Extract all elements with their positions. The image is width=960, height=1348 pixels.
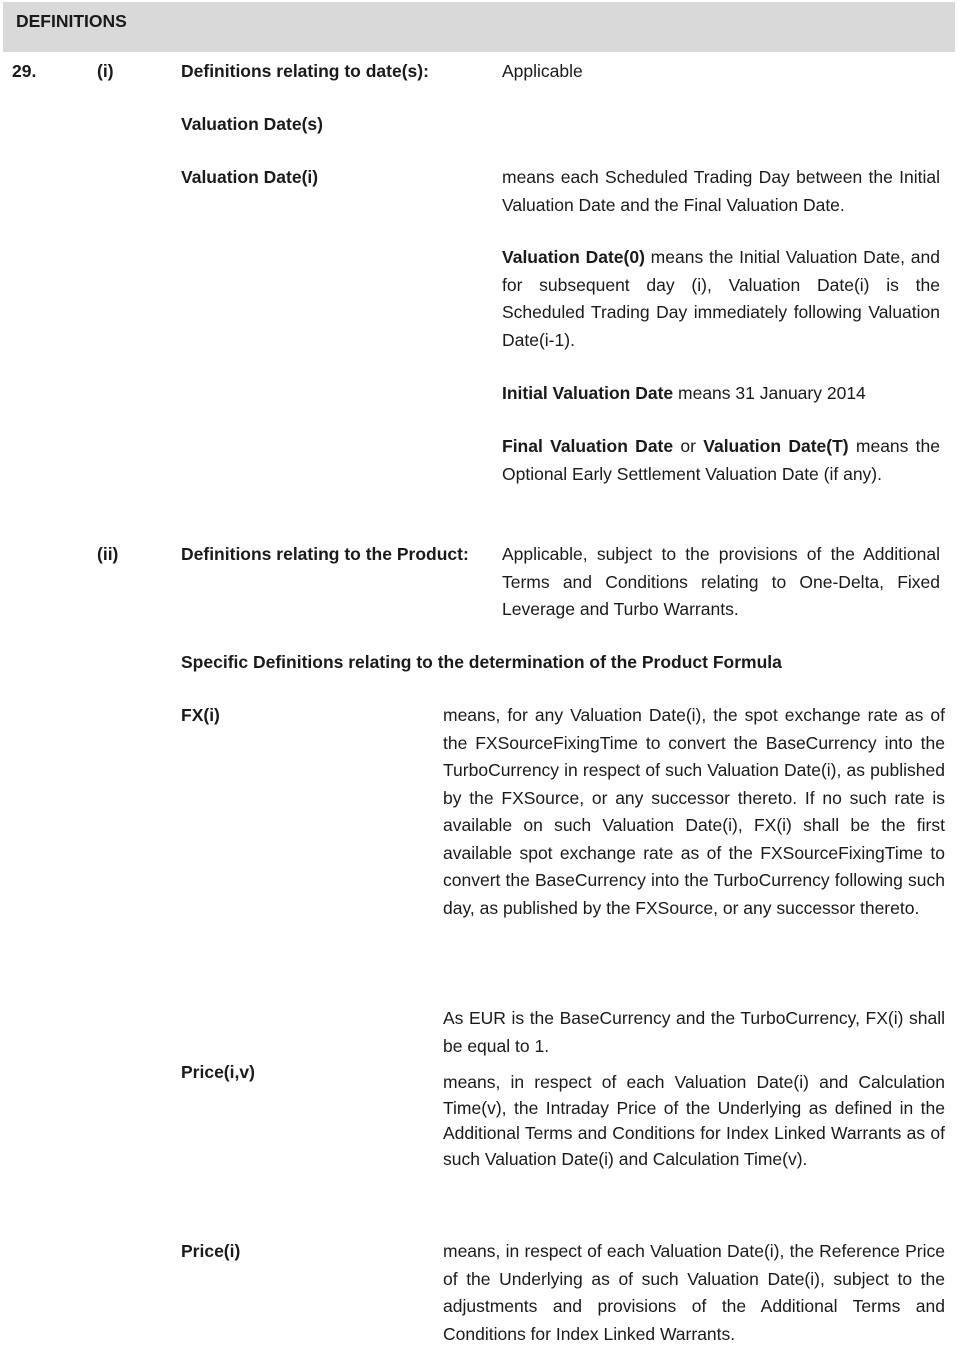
item-i-value: Applicable — [502, 61, 583, 81]
specific-definitions-heading: Specific Definitions relating to the determination of the Product Formula — [181, 652, 782, 672]
fx-i-term: FX(i) — [181, 705, 220, 725]
fx-i-note: As EUR is the BaseCurrency and the TurboCurrency, FX(i) shall be equal to 1. — [443, 1008, 945, 1056]
section-title: DEFINITIONS — [16, 11, 127, 31]
final-valuation-date-text: means the Optional Early Settlement Valuation Date (if any). — [502, 436, 941, 484]
valuation-date-0-term: Valuation Date(0) — [502, 247, 645, 267]
valuation-date-t-term: Valuation Date(T) — [703, 436, 849, 456]
final-valuation-date-paragraph — [502, 433, 940, 488]
item-i-label: Definitions relating to date(s): — [181, 61, 429, 81]
valuation-date-0-text: means the Initial Valuation Date, and for subsequent day (i), Valuation Date(i) is the Scheduled Trading Day immediately following Valuation Date(i-1). — [502, 247, 940, 350]
valuation-date-i-definition: means each Scheduled Trading Day between the Initial Valuation Date and the Final Valuation Date. — [502, 167, 940, 215]
fx-i-definition: means, for any Valuation Date(i), the spot exchange rate as of the FXSourceFixingTime to convert the BaseCurrency into the TurboCurrency in respect of such Valuation Date(i), as published by the FXSource, or any successor thereto. If no such rate is available on such Valuation Date(i), FX(i) shall be the first available spot exchange rate as of the FXSourceFixingTime to convert the BaseCurrency into the TurboCurrency following such day, as published by the FXSource, or any successor thereto. — [443, 705, 945, 918]
price-i-term: Price(i) — [181, 1241, 241, 1261]
price-i-v-term: Price(i,v) — [181, 1062, 255, 1082]
valuation-dates-heading: Valuation Date(s) — [181, 114, 323, 134]
initial-valuation-date-paragraph — [502, 380, 940, 408]
valuation-date-i-label: Valuation Date(i) — [181, 167, 319, 187]
final-valuation-date-or: or — [673, 436, 704, 456]
initial-valuation-date-text: means 31 January 2014 — [673, 383, 866, 403]
price-i-v-definition: means, in respect of each Valuation Date(i) and Calculation Time(v), the Intraday Price of the Underlying as defined in the Additional Terms and Conditions for Index Linked Warrants as of such Valuation Date(i) and Calculation Time(v). — [443, 1072, 945, 1169]
item-i-marker: (i) — [97, 61, 114, 81]
definitions-header-bar — [3, 2, 955, 52]
item-ii-value: Applicable, subject to the provisions of the Additional Terms and Conditions relating to One-Delta, Fixed Leverage and Turbo Warrants. — [502, 544, 940, 619]
item-ii-marker: (ii) — [97, 544, 119, 564]
initial-valuation-date-term: Initial Valuation Date — [502, 383, 674, 403]
price-i-definition: means, in respect of each Valuation Date(i), the Reference Price of the Underlying as of such Valuation Date(i), subject to the adjustments and provisions of the Additional Terms and Conditions for Index Linked Warrants. — [443, 1241, 945, 1344]
final-valuation-date-term: Final Valuation Date — [502, 436, 674, 456]
valuation-date-0-paragraph — [502, 244, 940, 354]
item-ii-label: Definitions relating to the Product: — [181, 544, 469, 564]
section-number: 29. — [12, 61, 37, 81]
